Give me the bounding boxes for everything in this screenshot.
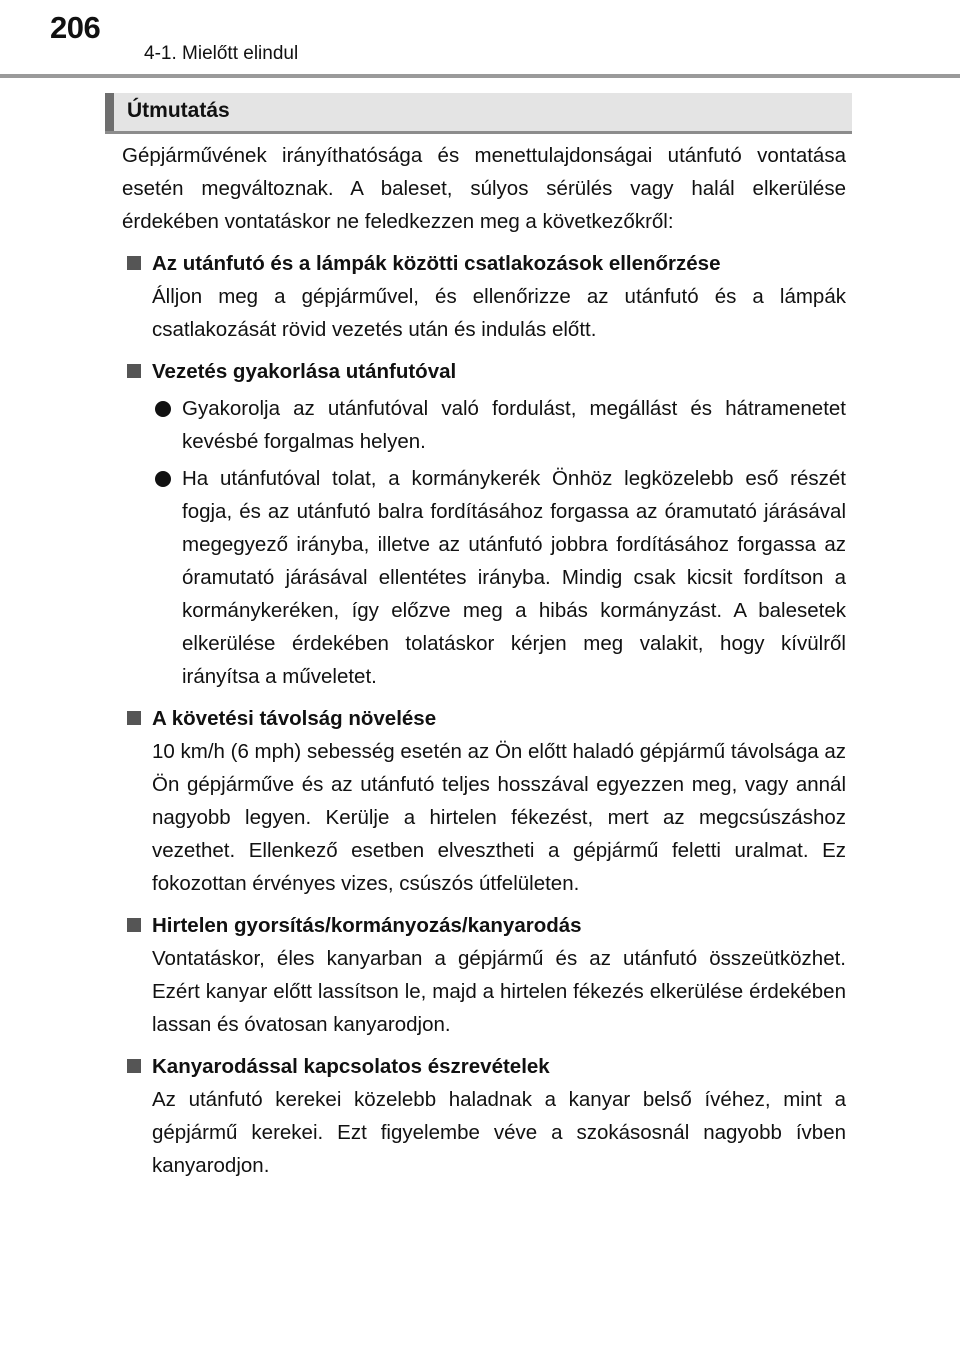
page-number: 206 xyxy=(50,10,101,45)
section-connections xyxy=(122,247,846,346)
circle-bullet-icon xyxy=(155,401,171,417)
list-item: Gyakorolja az utánfutóval való fordulást, megállást és hátramenetet kevésbé forgalmas helyen. xyxy=(122,392,846,458)
intro-paragraph: Gépjárművének irányíthatósága és menettulajdonságai utánfutó vontatása esetén megváltoznak. A baleset, súlyos sérülés vagy halál elkerülése érdekében vontatáskor ne feledkezzen meg a következőkről: xyxy=(122,144,846,233)
square-bullet-icon xyxy=(127,1059,141,1073)
section-following-distance xyxy=(122,702,846,900)
section-body: Vontatáskor, éles kanyarban a gépjármű és az utánfutó összeütközhet. Ezért kanyar előtt lassítson le, majd a hirtelen fékezés elkerülése érdekében lassan és óvatosan kanyarodjon. xyxy=(152,947,846,1036)
section-heading: Az utánfutó és a lámpák közötti csatlakozások ellenőrzése xyxy=(122,247,846,280)
section-heading: A követési távolság növelése xyxy=(122,702,846,735)
caution-accent-bar xyxy=(105,93,114,131)
section-body: Álljon meg a gépjárművel, és ellenőrizze az utánfutó és a lámpák csatlakozását rövid vezetés után és indulás előtt. xyxy=(152,285,846,341)
caution-header xyxy=(105,93,852,134)
section-heading: Hirtelen gyorsítás/kormányozás/kanyarodás xyxy=(122,909,846,942)
section-turning xyxy=(122,1050,846,1182)
section-sudden-maneuvers xyxy=(122,909,846,1041)
square-bullet-icon xyxy=(127,364,141,378)
square-bullet-icon xyxy=(127,711,141,725)
section-heading: Vezetés gyakorlása utánfutóval xyxy=(122,355,846,388)
header-divider xyxy=(0,74,960,78)
section-heading: Kanyarodással kapcsolatos észrevételek xyxy=(122,1050,846,1083)
square-bullet-icon xyxy=(127,918,141,932)
caution-title: Útmutatás xyxy=(127,99,230,122)
caution-content xyxy=(122,139,846,1182)
list-item: Ha utánfutóval tolat, a kormánykerék Önhöz legközelebb eső részét fogja, és az utánfutó balra fordításához forgassa az óramutató járásával megegyező irányba, illetve az utánfutó jobbra fordításához forgassa az óramutató járásával ellentétes irányba. Mindig csak kicsit fordítson a kormánykeréken, így előzve meg a hibás kormányzást. A balesetek elkerülése érdekében tolatáskor kérjen meg valakit, hogy kívülről irányítsa a műveletet. xyxy=(122,462,846,693)
circle-bullet-icon xyxy=(155,471,171,487)
section-body: 10 km/h (6 mph) sebesség esetén az Ön előtt haladó gépjármű távolsága az Ön gépjárműve és az utánfutó teljes hosszával egyezzen meg, vagy annál nagyobb legyen. Kerülje a hirtelen fékezést, mert az megcsúszáshoz vezethet. Ellenkező esetben elvesztheti a gépjármű feletti uralmat. Ez fokozottan érvényes vizes, csúszós útfelületen. xyxy=(152,740,846,895)
section-practice xyxy=(122,355,846,693)
chapter-title: 4-1. Mielőtt elindul xyxy=(144,43,299,64)
section-body: Az utánfutó kerekei közelebb haladnak a kanyar belső ívéhez, mint a gépjármű kerekei. Ezt figyelembe véve a szokásosnál nagyobb ívben kanyarodjon. xyxy=(152,1088,846,1177)
square-bullet-icon xyxy=(127,256,141,270)
